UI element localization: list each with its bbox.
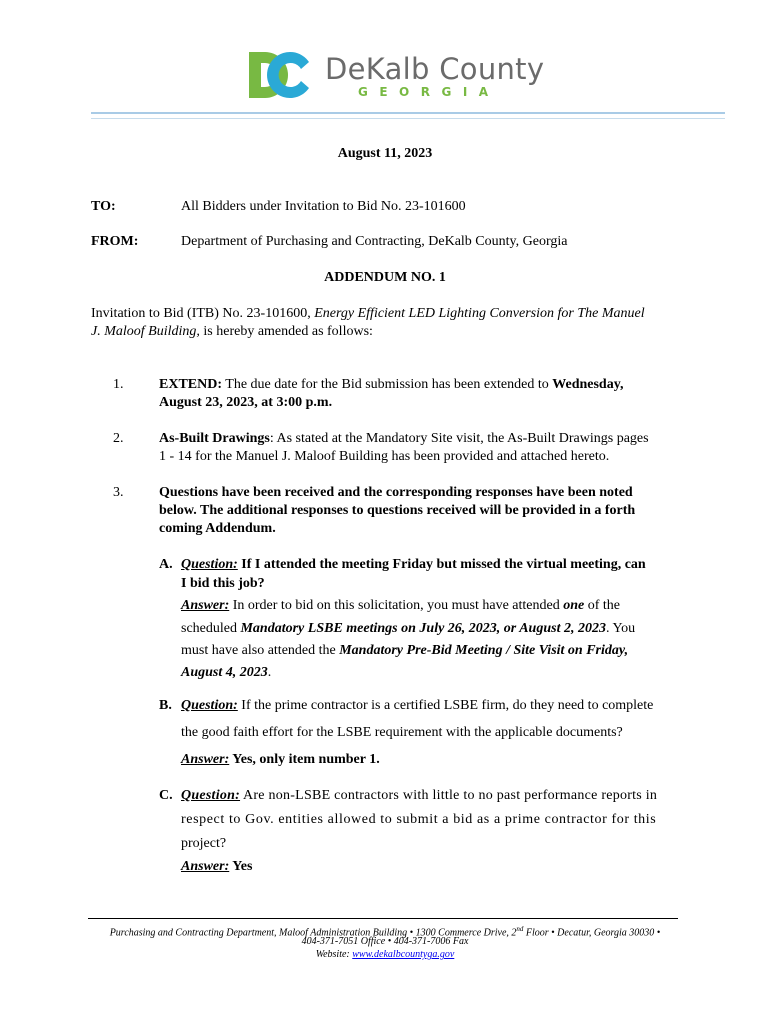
qa-a-answer-line-2: scheduled Mandatory LSBE meetings on July 26, 2023, or August 2, 2023. You [181, 621, 636, 636]
qa-c-question-line-3: project? [181, 836, 227, 851]
qa-c-question-line-2: respect to Gov. entities allowed to submit a bid as a prime contractor for this [181, 812, 657, 827]
to-value: All Bidders under Invitation to Bid No. 23-101600 [181, 199, 466, 214]
item-1-line-1: EXTEND: The due date for the Bid submission has been extended to Wednesday, [159, 377, 624, 392]
qa-b-question-line-1: Question: If the prime contractor is a certified LSBE firm, do they need to complete [181, 698, 654, 713]
to-label: TO: [91, 199, 116, 214]
logo-county-name: DeKalb County [325, 52, 545, 86]
intro-line-2: J. Maloof Building, is hereby amended as follows: [91, 324, 373, 339]
item-2-line-2: 1 - 14 for the Manuel J. Maloof Building has been provided and attached hereto. [159, 449, 610, 464]
dc-logo-icon [249, 50, 313, 100]
header-rule-thin [91, 118, 725, 119]
item-3-line-2: below. The additional responses to questions received will be provided in a forth [159, 503, 636, 518]
qa-a-answer-line-4: August 4, 2023. [181, 665, 272, 680]
footer-website: Website: www.dekalbcountyga.gov [315, 949, 455, 960]
qa-a-question-line-2: I bid this job? [181, 576, 265, 591]
item-2-number: 2. [113, 431, 124, 446]
footer-phone: 404-371-7051 Office • 404-371-7006 Fax [301, 936, 469, 947]
qa-c-letter: C. [159, 788, 173, 803]
footer-address: Purchasing and Contracting Department, Maloof Administration Building • 1300 Commerce Drive, 2nd Floor • Decatur, Georgia 30030 • [109, 925, 661, 939]
from-label: FROM: [91, 234, 139, 249]
intro-line-1: Invitation to Bid (ITB) No. 23-101600, Energy Efficient LED Lighting Conversion for The Manuel [91, 306, 645, 321]
qa-b-letter: B. [159, 698, 172, 713]
qa-a-answer-line-1: Answer: In order to bid on this solicitation, you must have attended one of the [181, 598, 620, 613]
qa-c-answer: Answer: Yes [181, 859, 253, 874]
logo-state-name: GEORGIA [358, 85, 500, 99]
item-1-line-2: August 23, 2023, at 3:00 p.m. [159, 395, 333, 410]
qa-c-question-line-1: Question: Are non-LSBE contractors with little to no past performance reports in [181, 788, 658, 803]
qa-b-question-line-2: the good faith effort for the LSBE requirement with the applicable documents? [181, 725, 623, 740]
qa-a-question-line-1: Question: If I attended the meeting Friday but missed the virtual meeting, can [181, 557, 646, 572]
from-value: Department of Purchasing and Contracting, DeKalb County, Georgia [181, 234, 568, 249]
item-3-number: 3. [113, 485, 124, 500]
header-rule [91, 112, 725, 114]
footer-rule [88, 918, 678, 919]
addendum-title: ADDENDUM NO. 1 [324, 270, 446, 285]
website-link[interactable]: www.dekalbcountyga.gov [352, 949, 455, 960]
qa-b-answer: Answer: Yes, only item number 1. [181, 752, 380, 767]
memo-date: August 11, 2023 [337, 146, 433, 161]
item-3-line-1: Questions have been received and the corresponding responses have been noted [159, 485, 633, 500]
qa-a-letter: A. [159, 557, 173, 572]
item-3-line-3: coming Addendum. [159, 521, 276, 536]
item-2-line-1: As-Built Drawings: As stated at the Mandatory Site visit, the As-Built Drawings pages [159, 431, 649, 446]
qa-a-answer-line-3: must have also attended the Mandatory Pre-Bid Meeting / Site Visit on Friday, [181, 643, 629, 658]
item-1-number: 1. [113, 377, 124, 392]
